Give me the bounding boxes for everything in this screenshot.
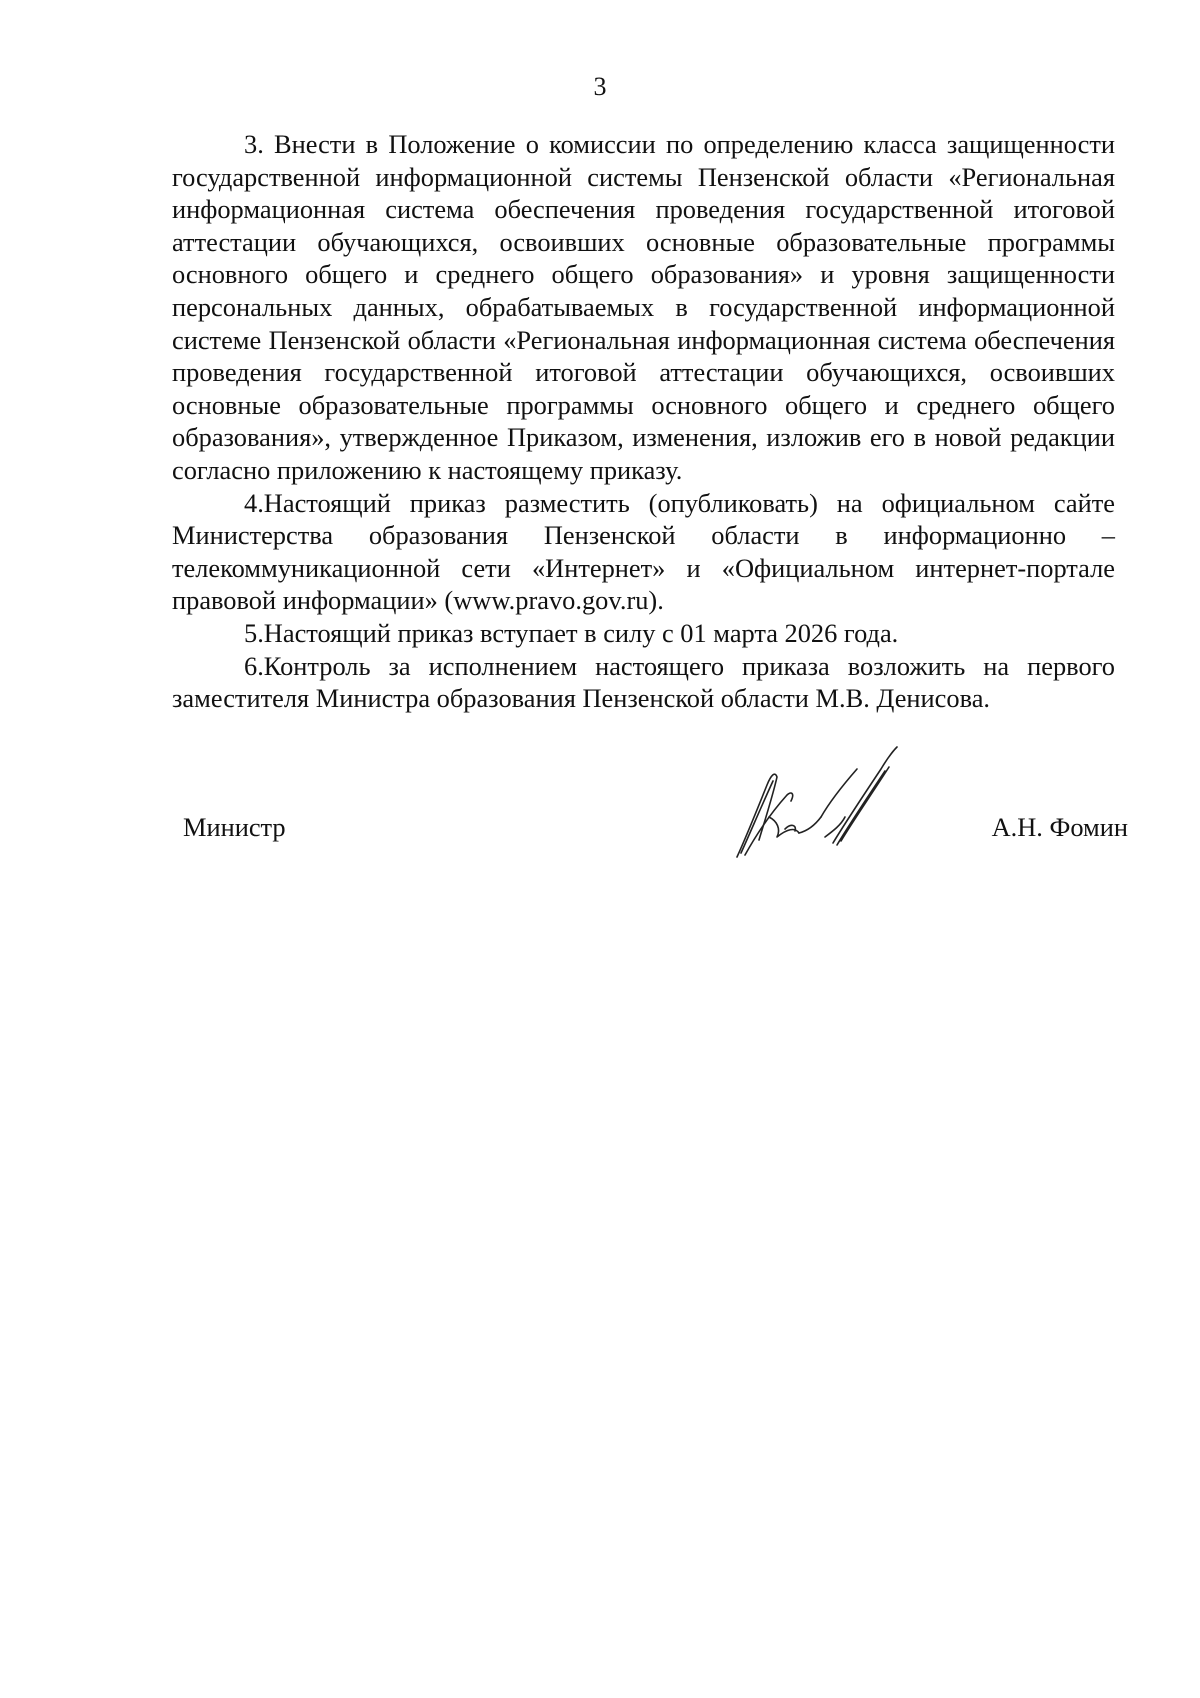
paragraph-item-5: 5.Настоящий приказ вступает в силу с 01 марта 2026 года. <box>244 617 899 648</box>
paragraph-item-3: 3. Внести в Положение о комиссии по определению класса защищенности государственной информационной системы Пензенской области «Региональная информационная система обеспечения проведения государственной итоговой аттестации обучающихся, освоивших основные образовательные программы основного общего и среднего общего образования» и уровня защищенности персональных данных, обрабатываемых в государственной информационной системе Пензенской области «Региональная информационная система обеспечения проведения государственной итоговой аттестации обучающихся, освоивших основные образовательные программы основного общего и среднего общего образования», утвержденное Приказом, изменения, изложив его в новой редакции согласно приложению к настоящему приказу. <box>172 129 1115 485</box>
signatory-name: А.Н. Фомин <box>991 812 1128 842</box>
signatory-title: Министр <box>183 812 286 842</box>
paragraph-item-6: 6.Контроль за исполнением настоящего приказа возложить на первого заместителя Министра образования Пензенской области М.В. Денисова. <box>172 650 1115 714</box>
page-number: 3 <box>593 72 607 101</box>
signature-block <box>0 810 1200 860</box>
handwritten-signature <box>725 745 915 865</box>
document-body <box>172 128 1115 715</box>
paragraph-item-4: 4.Настоящий приказ разместить (опубликовать) на официальном сайте Министерства образования Пензенской области в информационно – телекоммуникационной сети «Интернет» и «Официальном интернет-портале правовой информации» (www.pravo.gov.ru). <box>172 487 1115 616</box>
